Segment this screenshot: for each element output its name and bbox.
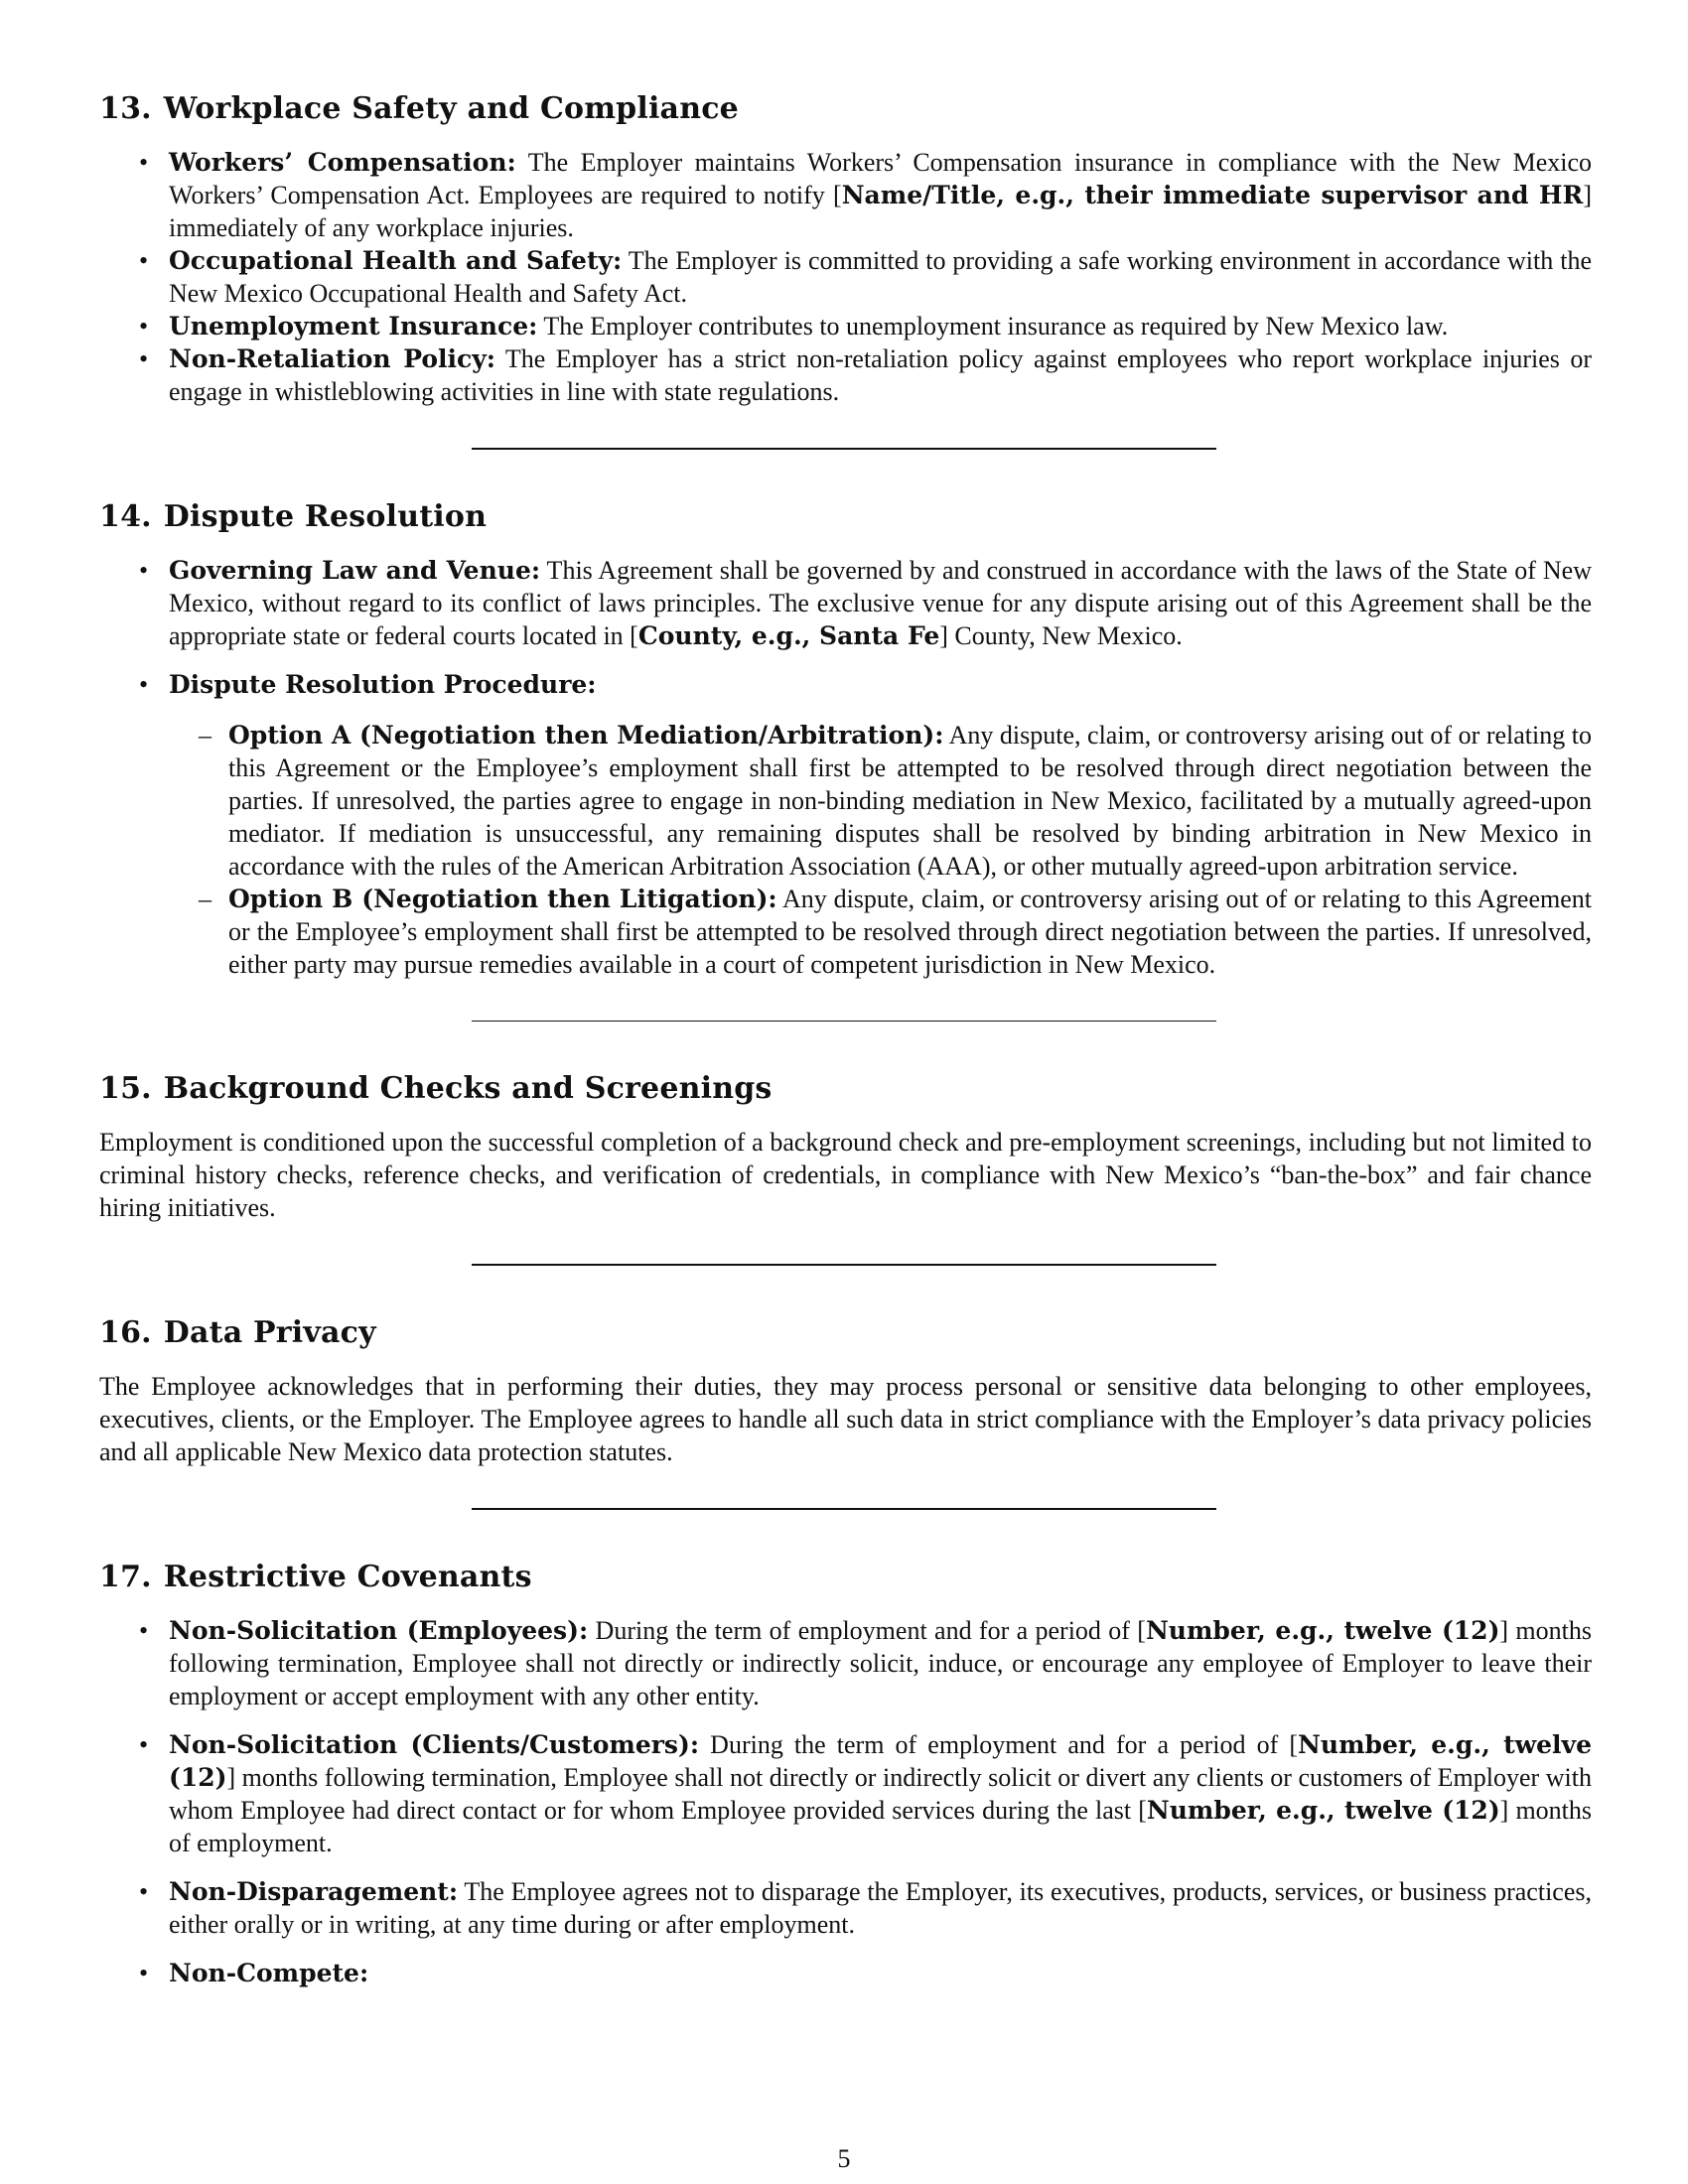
- list-item: • Non-Solicitation (Clients/Customers): During the term of employment and for a period of [Number, e.g., twelve (12)] months following termination, Employee shall not directly or indirectly solicit or divert any clients or customers of Employer with whom Employee had direct contact or for whom Employee provided services during the last [Number, e.g., twelve (12)] months of employment.: [169, 1728, 1592, 1859]
- section-heading: 14. Dispute Resolution: [99, 499, 488, 534]
- section-heading: 16. Data Privacy: [99, 1315, 376, 1350]
- section-heading: 17. Restrictive Covenants: [99, 1560, 532, 1594]
- dispute-options-list: [169, 719, 1592, 981]
- section-divider: [472, 1508, 1216, 1510]
- list-item: • Unemployment Insurance: The Employer contributes to unemployment insurance as required by New Mexico law.: [169, 310, 1592, 342]
- section-heading: 15. Background Checks and Screenings: [99, 1071, 773, 1106]
- sub-list-item: – Option B (Negotiation then Litigation): Any dispute, claim, or controversy arising out of or relating to this Agreement or the Employee’s employment shall first be attempted to be resolved through direct negotiation between the parties. If unresolved, either party may pursue remedies available in a court of competent jurisdiction in New Mexico.: [228, 883, 1592, 981]
- section-14-list: [99, 554, 1592, 981]
- document-page: [99, 91, 1592, 1989]
- section-divider: [472, 1021, 1216, 1022]
- list-item: • Non-Disparagement: The Employee agrees not to disparage the Employer, its executives, products, services, or business practices, either orally or in writing, at any time during or after employment.: [169, 1875, 1592, 1941]
- list-item: • Governing Law and Venue: This Agreement shall be governed by and construed in accordance with the laws of the State of New Mexico, without regard to its conflict of laws principles. The exclusive venue for any dispute arising out of this Agreement shall be the appropriate state or federal courts located in [County, e.g., Santa Fe] County, New Mexico.: [169, 554, 1592, 652]
- list-item: • Non-Retaliation Policy: The Employer has a strict non-retaliation policy against employees who report workplace injuries or engage in whistleblowing activities in line with state regulations.: [169, 342, 1592, 408]
- section-divider: [472, 1264, 1216, 1266]
- sub-list-item: – Option A (Negotiation then Mediation/Arbitration): Any dispute, claim, or controversy arising out of or relating to this Agreement or the Employee’s employment shall first be attempted to be resolved through direct negotiation between the parties. If unresolved, the parties agree to engage in non-binding mediation in New Mexico, facilitated by a mutually agreed-upon mediator. If mediation is unsuccessful, any remaining disputes shall be resolved by binding arbitration in New Mexico in accordance with the rules of the American Arbitration Association (AAA), or other mutually agreed-upon arbitration service.: [228, 719, 1592, 883]
- page-number: 5: [837, 2144, 851, 2173]
- list-item: • Dispute Resolution Procedure: – Option A (Negotiation then Mediation/Arbitration): Any dispute, claim, or controversy arising out of or relating to this Agreement or the Employee’s employment shall first be attempted to be resolved through direct negotiation between the parties. If unresolved, the parties agree to engage in non-binding mediation in New Mexico, facilitated by a mutually agreed-upon mediator. If mediation is unsuccessful, any remaining disputes shall be resolved by binding arbitration in New Mexico in accordance with the rules of the American Arbitration Association (AAA), or other mutually agreed-upon arbitration service. – Option B (Negotiation then Litigation): Any dispute, claim, or controversy arising out of or relating to this Agreement or the Employee’s employment shall first be attempted to be resolved through direct negotiation between the parties. If unresolved, either party may pursue remedies available in a court of competent jurisdiction in New Mexico.: [169, 668, 1592, 981]
- list-item: • Non-Solicitation (Employees): During the term of employment and for a period of [Number, e.g., twelve (12)] months following termination, Employee shall not directly or indirectly solicit, induce, or encourage any employee of Employer to leave their employment or accept employment with any other entity.: [169, 1614, 1592, 1712]
- section-17-list: [99, 1614, 1592, 1989]
- list-item: • Non-Compete:: [169, 1957, 1592, 1989]
- list-item: • Workers’ Compensation: The Employer maintains Workers’ Compensation insurance in compliance with the New Mexico Workers’ Compensation Act. Employees are required to notify [Name/Title, e.g., their immediate supervisor and HR] immediately of any workplace injuries.: [169, 146, 1592, 244]
- section-body: The Employee acknowledges that in performing their duties, they may process personal or sensitive data belonging to other employees, executives, clients, or the Employer. The Employee agrees to handle all such data in strict compliance with the Employer’s data privacy policies and all applicable New Mexico data protection statutes.: [99, 1372, 1592, 1466]
- list-item: • Occupational Health and Safety: The Employer is committed to providing a safe working environment in accordance with the New Mexico Occupational Health and Safety Act.: [169, 244, 1592, 310]
- section-body: Employment is conditioned upon the successful completion of a background check and pre-employment screenings, including but not limited to criminal history checks, reference checks, and verification of credentials, in compliance with New Mexico’s “ban-the-box” and fair chance hiring initiatives.: [99, 1128, 1592, 1222]
- section-13-list: [99, 146, 1592, 408]
- section-heading: 13. Workplace Safety and Compliance: [99, 91, 739, 126]
- section-divider: [472, 448, 1216, 450]
